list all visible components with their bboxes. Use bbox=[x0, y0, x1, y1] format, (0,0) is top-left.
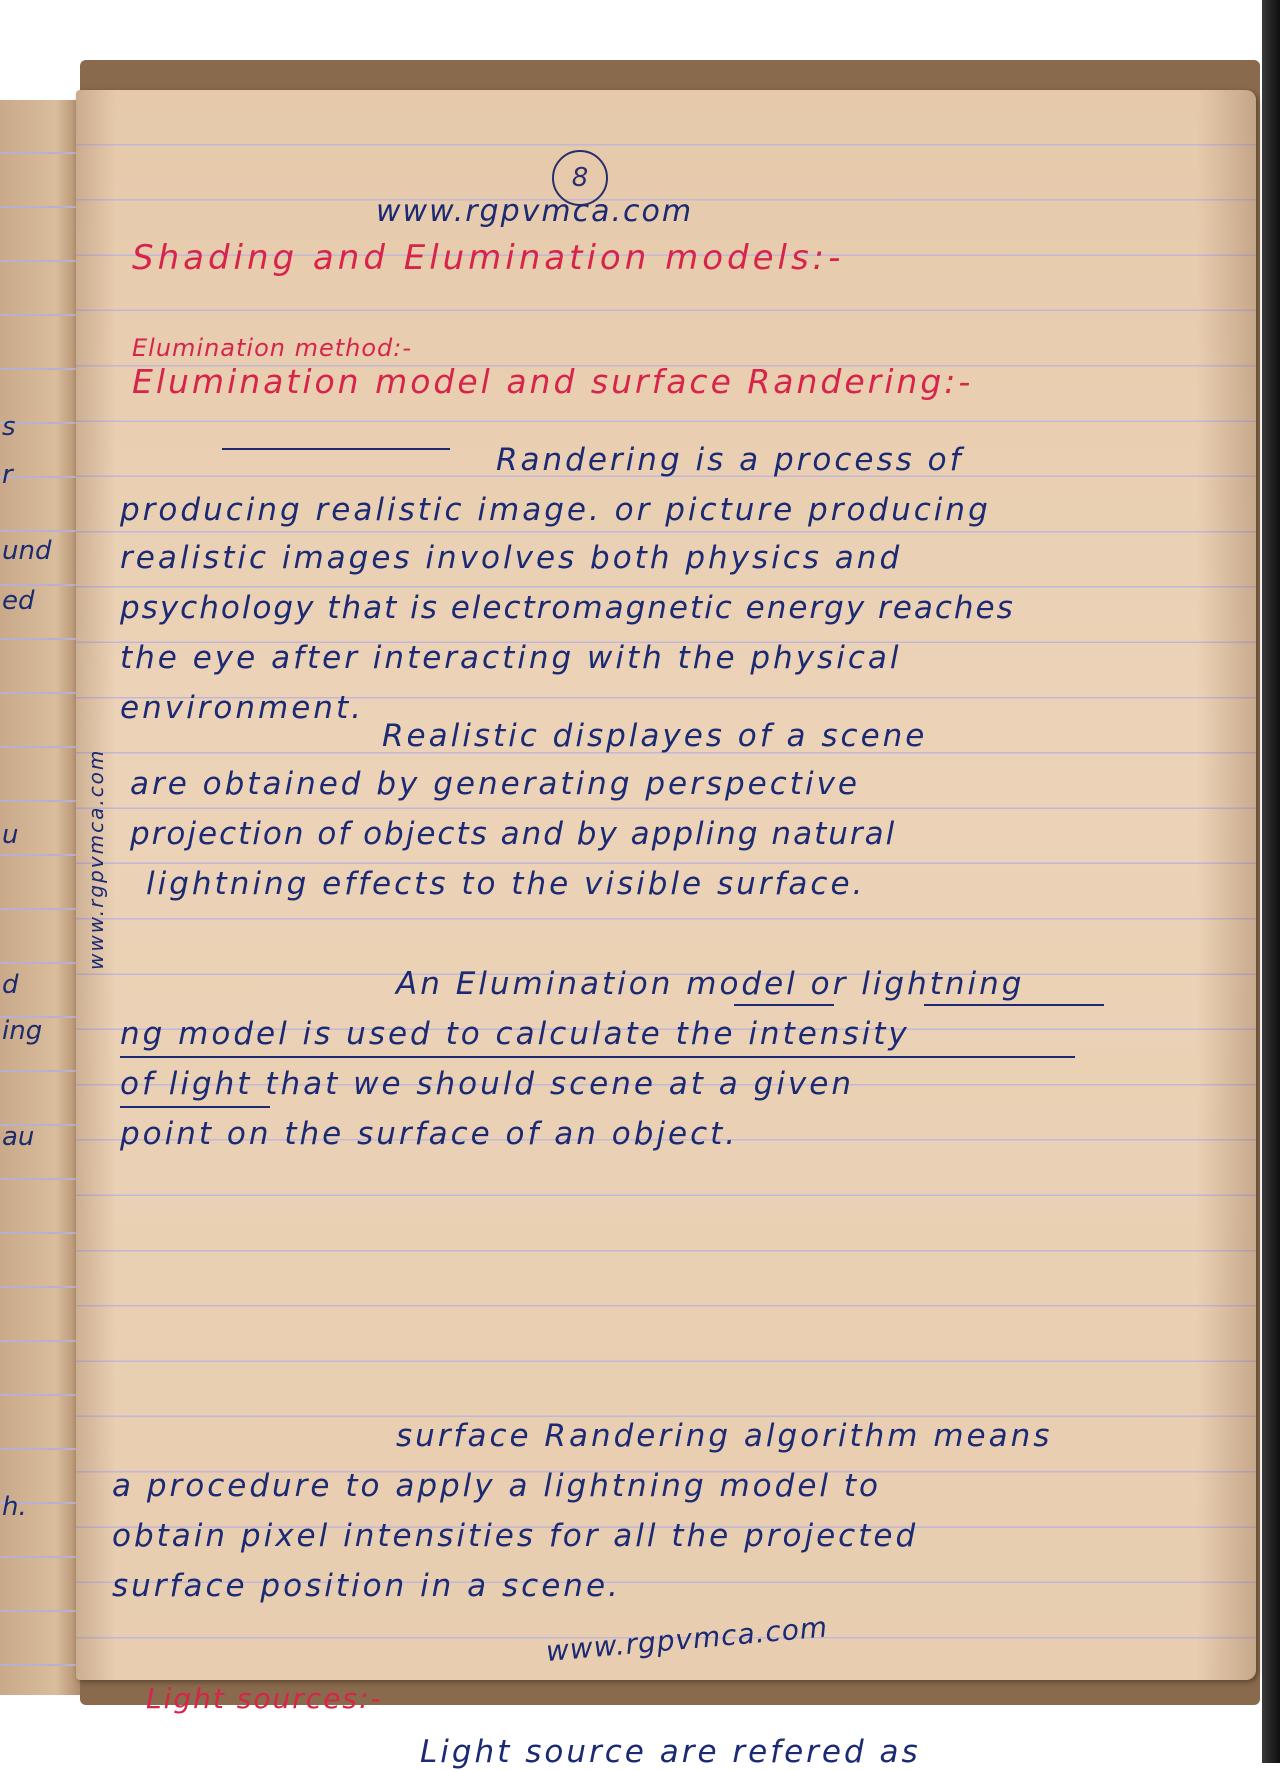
paragraph-line: point on the surface of an object. bbox=[120, 1116, 739, 1152]
light-sources-heading: Light sources:- bbox=[146, 1682, 383, 1715]
notebook-page bbox=[76, 90, 1256, 1770]
paragraph-line: psychology that is electromagnetic energy reaches bbox=[120, 590, 1015, 626]
paragraph-line: producing realistic image. or picture producing bbox=[120, 492, 991, 528]
left-page-fragment: r bbox=[2, 460, 13, 490]
paragraph-line: a procedure to apply a lightning model to bbox=[112, 1468, 881, 1504]
left-page-fragment: h. bbox=[2, 1492, 27, 1522]
left-page-fragment: ed bbox=[2, 586, 35, 616]
paragraph-line: surface Randering algorithm means bbox=[396, 1418, 1053, 1454]
paragraph-line: of light that we should scene at a given bbox=[120, 1066, 854, 1102]
subheading-method: Elumination method:- bbox=[132, 334, 413, 362]
left-page-fragment: und bbox=[2, 536, 52, 566]
paragraph-line: ng model is used to calculate the intensity bbox=[120, 1016, 910, 1052]
mid-url: www.rgpvmca.com bbox=[544, 1610, 830, 1668]
underline bbox=[222, 448, 450, 450]
paragraph-line: Realistic displayes of a scene bbox=[382, 718, 928, 754]
paragraph-line: An Elumination model or lightning bbox=[396, 966, 1025, 1002]
left-page-fragment: s bbox=[2, 412, 16, 442]
paragraph-line: obtain pixel intensities for all the projected bbox=[112, 1518, 919, 1554]
underline bbox=[120, 1056, 1075, 1058]
header-url: www.rgpvmca.com bbox=[376, 194, 694, 229]
paragraph-line: Randering is a process of bbox=[496, 442, 964, 478]
left-page-fragment: u bbox=[2, 820, 19, 850]
left-page-edge bbox=[0, 100, 80, 1695]
subheading-model: Elumination model and surface Randering:- bbox=[132, 362, 974, 401]
underline bbox=[120, 1106, 270, 1108]
page-title: Shading and Elumination models:- bbox=[132, 238, 845, 278]
underline bbox=[924, 1004, 1104, 1006]
paragraph-line: are obtained by generating perspective bbox=[130, 766, 860, 802]
page-number: 8 bbox=[552, 150, 608, 206]
underline bbox=[734, 1004, 834, 1006]
paragraph-line: the eye after interacting with the physical bbox=[120, 640, 902, 676]
left-page-fragment: au bbox=[2, 1122, 35, 1152]
paragraph-line: Light source are refered as bbox=[420, 1734, 921, 1770]
paragraph-line: projection of objects and by appling natural bbox=[130, 816, 897, 852]
paragraph-line: lightning effects to the visible surface. bbox=[146, 866, 866, 902]
paragraph-line: realistic images involves both physics and bbox=[120, 540, 903, 576]
left-page-fragment: d bbox=[2, 970, 19, 1000]
side-url: www.rgpvmca.com bbox=[84, 748, 108, 970]
paragraph-line: environment. bbox=[120, 690, 364, 726]
notebook-binding bbox=[1262, 0, 1280, 1763]
left-page-fragment: ing bbox=[2, 1016, 43, 1046]
paragraph-line: surface position in a scene. bbox=[112, 1568, 621, 1604]
